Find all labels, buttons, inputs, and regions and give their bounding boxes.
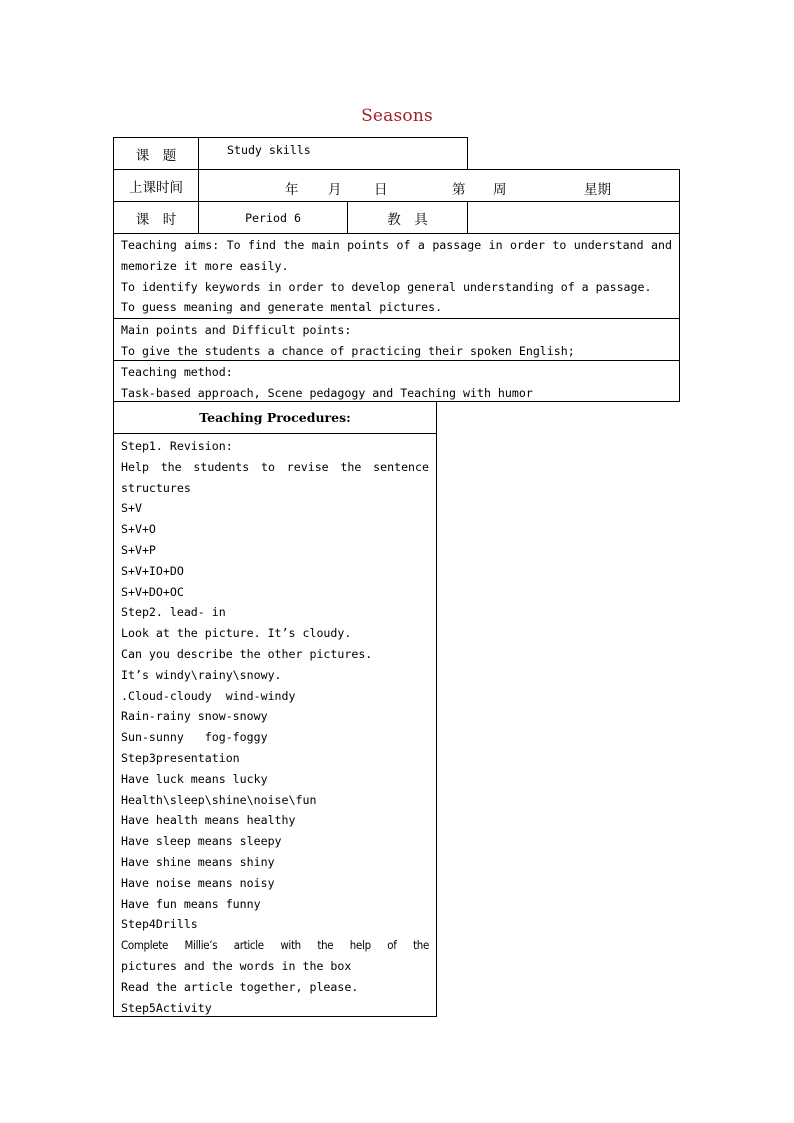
period-label-cell [113,201,199,234]
procedure-line: Have luck means lucky [121,771,268,786]
points-line: To give the students a chance of practicing their spoken English; [121,343,575,358]
topic-value: Study skills [227,143,311,157]
aims-line: To identify keywords in order to develop general understanding of a passage. [121,279,652,294]
procedure-line: Have fun means funny [121,896,261,911]
week-label: 周 [493,182,507,198]
topic-label: 课 题 [135,147,177,164]
method-line: Teaching method: [121,365,233,379]
procedure-line: Read the article together, please. [121,979,359,994]
procedure-line: pictures and the words in the box [121,958,352,973]
procedure-line: Can you describe the other pictures. [121,646,373,661]
procedures-heading-cell [113,401,437,434]
procedure-line: Have shine means shiny [121,854,275,869]
aims-line: To guess meaning and generate mental pictures. [121,300,443,315]
aims-line: memorize it more easily. [121,258,289,273]
points-line: Main points and Difficult points: [121,323,352,337]
procedure-line: S+V [121,501,142,516]
procedure-line: Have sleep means sleepy [121,834,282,849]
procedure-line: Help the students to revise the sentence [121,459,429,474]
teaching-aims-cell [113,233,680,319]
procedure-line: Complete Millie’s article with the help of the [121,938,429,953]
procedure-line: structures [121,480,191,495]
procedures-heading: Teaching Procedures: [199,410,351,425]
procedure-line: Step2. lead- in [121,605,226,620]
procedure-line: Step5Activity [121,1000,212,1015]
procedure-line: Have health means healthy [121,813,296,828]
teaching-method-cell [113,360,680,402]
aims-line: Teaching aims: To find the main points of a passage in order to understand and [121,238,672,252]
procedure-line: S+V+O [121,522,156,537]
procedure-line: Sun-sunny fog-foggy [121,730,268,745]
period-value: Period 6 [245,210,301,225]
tools-label: 教 具 [387,211,428,228]
procedure-line: Look at the picture. It’s cloudy. [121,626,352,641]
time-value-cell [198,169,680,202]
day-label: 日 [374,182,388,198]
procedure-line: It’s windy\rainy\snowy. [121,667,282,682]
procedure-line: Step1. Revision: [121,439,233,453]
procedure-line: Step3presentation [121,750,240,765]
year-label: 年 [285,182,299,198]
procedures-body-cell [113,433,437,1017]
period-value-cell [198,201,348,234]
method-line: Task-based approach, Scene pedagogy and Teaching with humor [121,385,533,400]
procedure-line: Step4Drills [121,917,198,932]
procedure-line: .Cloud-cloudy wind-windy [121,688,296,703]
procedure-line: S+V+P [121,542,156,557]
procedure-line: Rain-rainy snow-snowy [121,709,268,724]
month-label: 月 [328,182,342,198]
week-pre-label: 第 [452,182,466,198]
tools-label-cell [347,201,468,234]
procedure-line: S+V+DO+OC [121,584,184,599]
topic-label-cell [113,137,199,170]
procedure-line: Health\sleep\shine\noise\fun [121,792,317,807]
topic-value-cell [198,137,468,170]
procedure-line: Have noise means noisy [121,875,275,890]
procedure-line: S+V+IO+DO [121,563,184,578]
tools-value-cell [467,201,680,234]
document-title: Seasons [361,106,433,126]
time-label: 上课时间 [129,179,183,196]
main-points-cell [113,318,680,361]
weekday-label: 星期 [584,182,611,198]
time-label-cell [113,169,199,202]
period-label: 课 时 [135,211,177,228]
